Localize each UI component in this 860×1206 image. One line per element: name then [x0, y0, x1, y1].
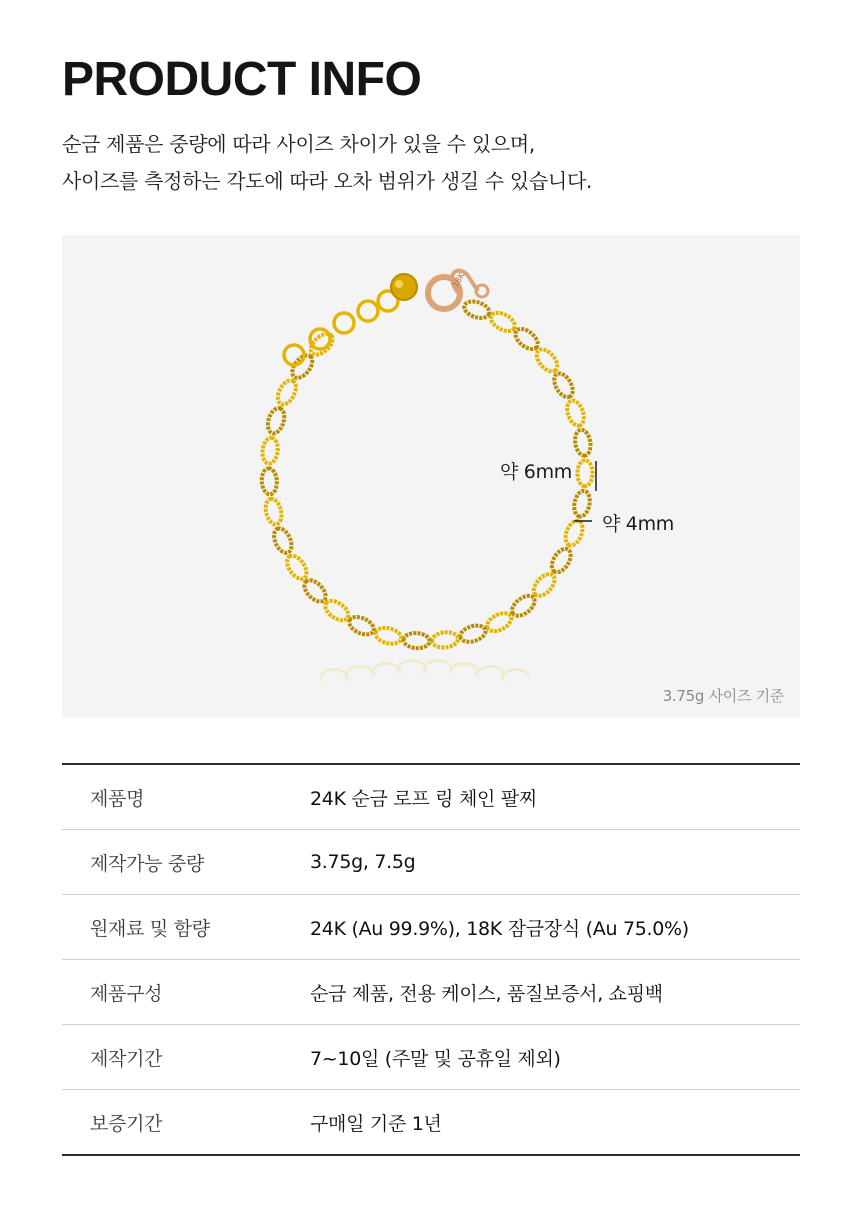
reflection-link — [425, 661, 451, 677]
chain-link — [271, 526, 295, 556]
spec-label: 제작기간 — [62, 1025, 310, 1090]
description — [62, 126, 592, 200]
product-photo — [62, 235, 800, 718]
chain-link — [530, 570, 559, 599]
bracelet-reflection — [321, 661, 529, 686]
chain-link — [261, 468, 278, 495]
photo-caption: 3.75g 사이즈 기준 — [662, 687, 784, 705]
chain-link — [550, 370, 576, 400]
extender-ring — [358, 301, 378, 321]
table-row — [62, 830, 800, 895]
chain-link — [508, 592, 538, 620]
page-title: PRODUCT INFO — [62, 53, 422, 106]
description-line-2: 사이즈를 측정하는 각도에 따라 오차 범위가 생길 수 있습니다. — [62, 169, 593, 193]
spec-label: 원재료 및 함량 — [62, 895, 310, 960]
reflection-link — [347, 667, 373, 683]
table-row — [62, 764, 800, 830]
chain-link — [572, 489, 592, 517]
chain-link — [261, 437, 279, 465]
chain-link — [347, 613, 377, 637]
chain-link — [564, 398, 587, 428]
chain-link — [274, 377, 299, 407]
chain-link — [458, 623, 487, 645]
reflection-link — [451, 664, 477, 680]
chain-link — [263, 497, 284, 526]
spec-value: 순금 제품, 전용 케이스, 품질보증서, 쇼핑백 — [310, 960, 800, 1025]
chain-link — [488, 309, 518, 335]
chain-link — [577, 460, 592, 486]
spec-table — [62, 763, 800, 1156]
table-row — [62, 960, 800, 1025]
chain-link — [484, 610, 514, 635]
chain-link — [322, 597, 352, 624]
spec-label: 제품명 — [62, 764, 310, 830]
karat-stamp: 18K — [450, 271, 467, 289]
chain-link — [573, 429, 592, 457]
spec-label: 보증기간 — [90, 1112, 163, 1135]
table-row — [62, 895, 800, 960]
spec-value: 24K 순금 로프 링 체인 팔찌 — [310, 764, 800, 830]
reflection-link — [503, 670, 529, 686]
spec-value: 24K (Au 99.9%), 18K 잠금장식 (Au 75.0%) — [310, 895, 800, 960]
chain-link — [265, 406, 287, 435]
chain-link — [283, 552, 310, 582]
bracelet-illustration — [62, 235, 800, 718]
chain-link — [301, 576, 330, 605]
table-row — [62, 1025, 800, 1090]
reflection-link — [477, 667, 503, 683]
dimension-length-label: 약 6mm — [500, 461, 572, 483]
extender-ring — [334, 313, 354, 333]
chain-link — [512, 325, 542, 353]
reflection-link — [399, 661, 425, 677]
chain-link — [562, 518, 585, 548]
dimension-width-label: 약 4mm — [602, 513, 674, 535]
chain-link — [403, 632, 430, 649]
chain-link — [462, 298, 491, 320]
extender-ring — [310, 329, 330, 349]
spec-label: 제작가능 중량 — [62, 830, 310, 895]
chain-link — [431, 631, 459, 649]
spec-label: 제품구성 — [62, 960, 310, 1025]
chain-link — [374, 625, 403, 646]
chain-link — [548, 545, 574, 575]
reflection-link — [321, 670, 347, 686]
table-row — [62, 1090, 800, 1156]
reflection-link — [373, 664, 399, 680]
description-line-1: 순금 제품은 중량에 따라 사이즈 차이가 있을 수 있으며, — [62, 132, 535, 156]
spec-value: 3.75g, 7.5g — [310, 830, 800, 895]
chain-link — [533, 346, 561, 376]
spec-value: 7~10일 (주말 및 공휴일 제외) — [310, 1025, 800, 1090]
spec-value: 구매일 기준 1년 — [310, 1112, 442, 1135]
